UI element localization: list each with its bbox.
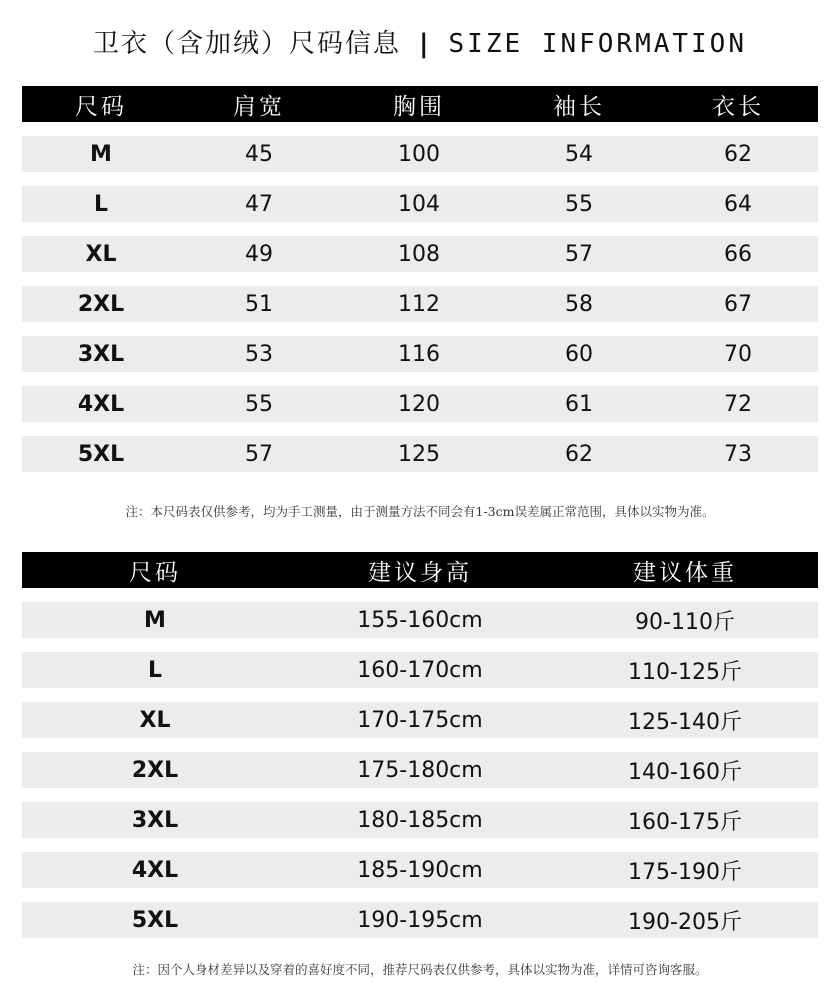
- recommendation-row: [22, 702, 818, 738]
- measurement-row-cell: 125: [398, 441, 440, 467]
- measurement-row-cell: 120: [398, 391, 440, 417]
- measurement-header-size: 尺码: [75, 93, 127, 120]
- measurement-row: [22, 386, 818, 422]
- measurement-row-cell: 53: [245, 341, 273, 367]
- measurement-row-cell: 2XL: [77, 291, 125, 317]
- measurement-row-cell: 108: [398, 241, 440, 267]
- recommendation-row-cell: 90-110斤: [635, 609, 735, 635]
- measurement-row-cell: 61: [565, 391, 593, 417]
- recommendation-row: [22, 652, 818, 688]
- recommendation-row-cell: 160-175斤: [628, 809, 742, 835]
- recommendation-row-cell: 140-160斤: [628, 759, 742, 785]
- measurement-row-cell: 62: [724, 141, 752, 167]
- measurement-row-cell: 60: [565, 341, 593, 367]
- measurement-row-cell: 54: [565, 141, 593, 167]
- recommendation-row: [22, 902, 818, 938]
- recommendation-row: [22, 752, 818, 788]
- measurement-header-shoulder: 肩宽: [233, 93, 285, 120]
- recommendation-note: 注：因个人身材差异以及穿着的喜好度不同，推荐尺码表仅供参考，具体以实物为准，详情可咨询客服。: [132, 962, 708, 977]
- measurement-row-cell: 58: [565, 291, 593, 317]
- recommendation-row: [22, 802, 818, 838]
- measurement-table: [22, 86, 818, 472]
- measurement-row-cell: 70: [724, 341, 752, 367]
- title-separator: |: [419, 29, 431, 59]
- measurement-row-cell: 64: [724, 191, 752, 217]
- recommendation-row-cell: 3XL: [131, 807, 179, 833]
- measurement-row-cell: 67: [724, 291, 752, 317]
- recommendation-row-cell: 125-140斤: [628, 709, 742, 735]
- recommendation-row-cell: 180-185cm: [357, 807, 483, 833]
- measurement-row-cell: 116: [398, 341, 440, 367]
- measurement-row-cell: 100: [398, 141, 440, 167]
- measurement-row-cell: L: [93, 191, 109, 217]
- recommendation-row-cell: L: [147, 657, 163, 683]
- recommendation-row-cell: 155-160cm: [357, 607, 483, 633]
- recommendation-row: [22, 602, 818, 638]
- recommendation-header-weight: 建议体重: [633, 559, 737, 586]
- measurement-row-cell: M: [90, 141, 112, 167]
- recommendation-row-cell: 185-190cm: [357, 857, 483, 883]
- measurement-row-cell: 51: [245, 291, 273, 317]
- measurement-row: [22, 436, 818, 472]
- measurement-row-cell: 49: [245, 241, 273, 267]
- recommendation-row: [22, 852, 818, 888]
- recommendation-row-cell: 2XL: [131, 757, 179, 783]
- measurement-row-cell: 73: [724, 441, 752, 467]
- measurement-row: [22, 186, 818, 222]
- measurement-header-sleeve: 袖长: [553, 93, 605, 120]
- measurement-row: [22, 136, 818, 172]
- measurement-header-length: 衣长: [712, 93, 764, 120]
- recommendation-row-cell: 170-175cm: [357, 707, 483, 733]
- recommendation-table-body: [22, 602, 818, 938]
- recommendation-row-cell: 110-125斤: [628, 659, 742, 685]
- measurement-row-cell: 62: [565, 441, 593, 467]
- recommendation-header-height: 建议身高: [368, 559, 472, 586]
- title-chinese: 卫衣（含加绒）尺码信息: [93, 29, 402, 59]
- measurement-row-cell: 57: [245, 441, 273, 467]
- title-english: SIZE INFORMATION: [448, 29, 747, 59]
- recommendation-row-cell: 190-195cm: [357, 907, 483, 933]
- measurement-row-cell: 55: [565, 191, 593, 217]
- measurement-row-cell: 57: [565, 241, 593, 267]
- recommendation-row-cell: 175-190斤: [628, 859, 742, 885]
- measurement-row-cell: 45: [245, 141, 273, 167]
- page-title: [0, 24, 840, 64]
- recommendation-header-size: 尺码: [129, 559, 181, 586]
- measurement-row-cell: 55: [245, 391, 273, 417]
- measurement-row-cell: 104: [398, 191, 440, 217]
- recommendation-row-cell: 160-170cm: [357, 657, 483, 683]
- measurement-row-cell: 66: [724, 241, 752, 267]
- measurement-table-body: [22, 136, 818, 472]
- measurement-row: [22, 336, 818, 372]
- recommendation-row-cell: 4XL: [131, 857, 179, 883]
- measurement-note: 注：本尺码表仅供参考，均为手工测量，由于测量方法不同会有1-3cm误差属正常范围，具体以实物为准。: [125, 504, 715, 519]
- measurement-row: [22, 236, 818, 272]
- measurement-header-chest: 胸围: [393, 93, 445, 120]
- recommendation-row-cell: 190-205斤: [628, 909, 742, 935]
- measurement-row-cell: 3XL: [77, 341, 125, 367]
- measurement-row-cell: XL: [85, 241, 117, 267]
- measurement-row-cell: 47: [245, 191, 273, 217]
- measurement-row-cell: 112: [398, 291, 440, 317]
- recommendation-row-cell: 175-180cm: [357, 757, 483, 783]
- measurement-row-cell: 5XL: [77, 441, 125, 467]
- recommendation-header-row: [22, 552, 818, 588]
- recommendation-row-cell: 5XL: [131, 907, 179, 933]
- measurement-header-row: [22, 86, 818, 122]
- recommendation-row-cell: M: [144, 607, 166, 633]
- measurement-row-cell: 72: [724, 391, 752, 417]
- measurement-row: [22, 286, 818, 322]
- recommendation-row-cell: XL: [139, 707, 171, 733]
- recommendation-table: [22, 552, 818, 938]
- measurement-row-cell: 4XL: [77, 391, 125, 417]
